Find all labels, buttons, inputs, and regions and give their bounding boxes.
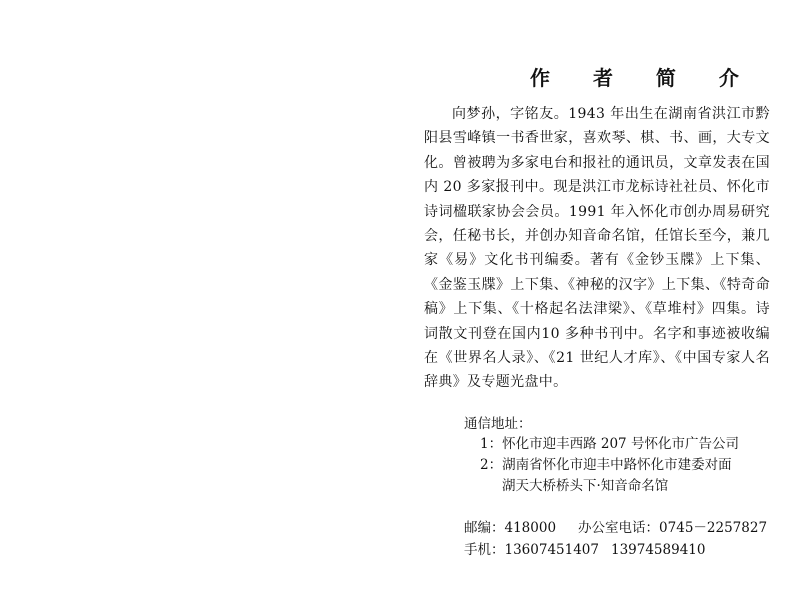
page-title: 作 者 简 介 (530, 66, 757, 90)
address-line-2-continued: 湖天大桥桥头下·知音命名馆 (502, 478, 669, 494)
mobile-line (464, 538, 705, 558)
mobile-number-1: 13607451407 (504, 542, 599, 558)
address-line-2: 2：湖南省怀化市迎丰中路怀化市建委对面 (480, 457, 732, 473)
address-label: 通信地址： (464, 416, 532, 432)
address-line-1: 1：怀化市迎丰西路 207 号怀化市广告公司 (480, 436, 739, 452)
postcode-value: 418000 (504, 520, 557, 536)
postcode-label: 邮编： (464, 520, 505, 536)
author-bio-paragraph: 向梦孙，字铭友。1943 年出生在湖南省洪江市黔阳县雪峰镇一书香世家，喜欢琴、棋、书、画，大专文化。曾被聘为多家电台和报社的通讯员，文章发表在国内 20 多家报刊中。现是洪江市龙标诗社社员、怀化市诗词楹联家协会会员。1991 年入怀化市创办周易研究会，任秘书长，并创办知音命名馆，任馆长至今，兼几家《易》文化书刊编委。著有《金钞玉牒》上下集、《金鉴玉牒》上下集、《神秘的汉字》上下集、《特奇命稿》上下集、《十格起名法津梁》、《草堆村》四集。诗词散文刊登在国内10 多种书刊中。名字和事迹被收编在《世界名人录》、《21 世纪人才库》、《中国专家人名辞典》及专题光盘中。 (424, 106, 770, 391)
office-phone-value: 0745－2257827 (659, 520, 768, 536)
office-phone-label: 办公室电话： (578, 520, 660, 536)
mobile-number-2: 13974589410 (610, 542, 706, 558)
postcode-phone-line (464, 516, 767, 536)
mobile-label: 手机： (464, 542, 505, 558)
